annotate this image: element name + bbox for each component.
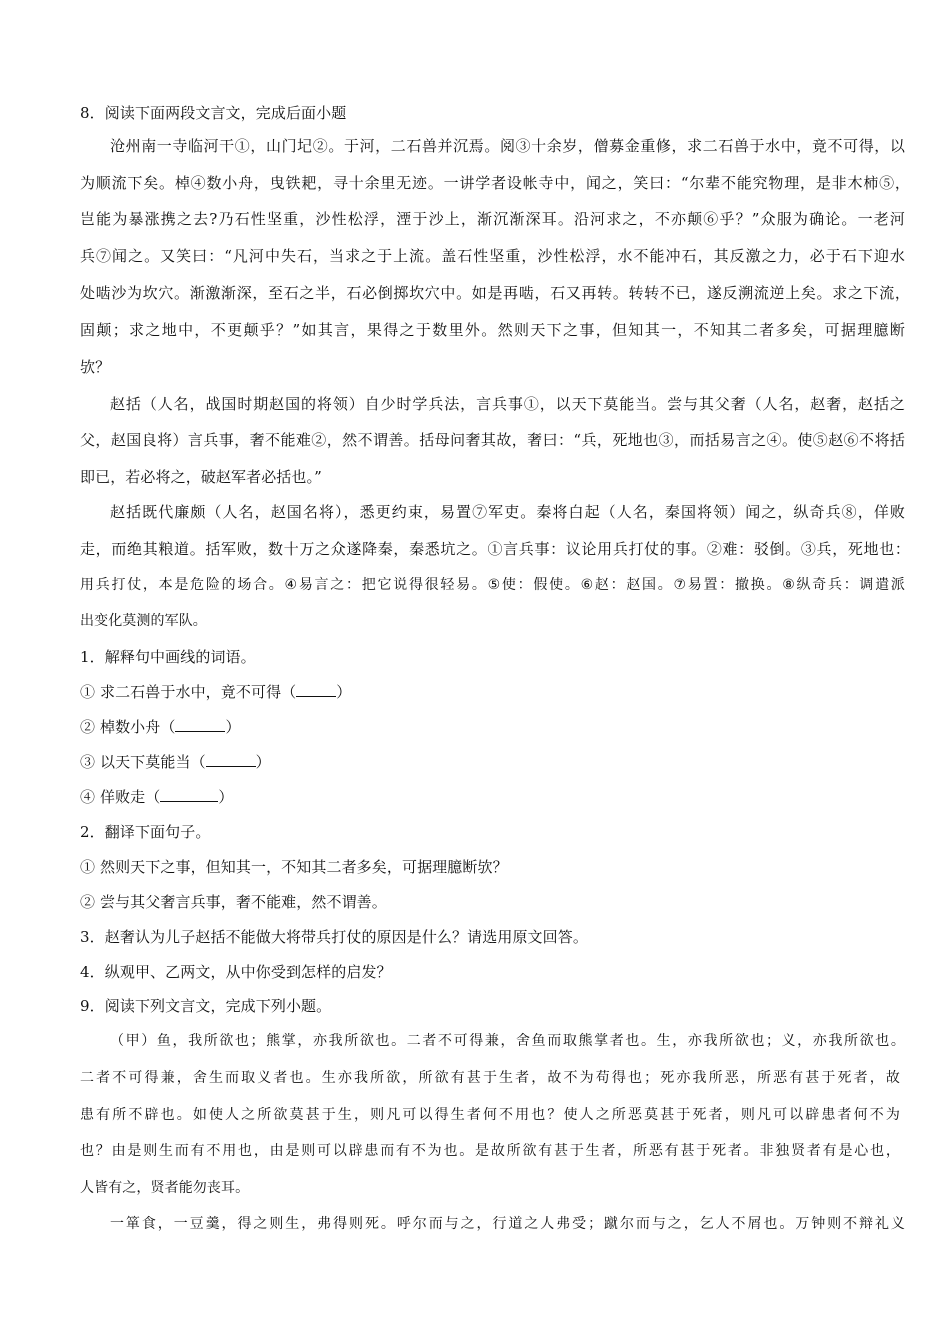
q9-passage2-line: 一箪食，一豆羹，得之则生，弗得则死。呼尔而与之，行道之人弗受；蹴尔而与之，乞人不屑也。万钟则不辩礼义 <box>110 1216 905 1232</box>
subquestion-1-item: ② 棹数小舟（ ） <box>80 718 241 736</box>
q8-passage1-line: 沧州南一寺临河干①，山门圮②。于河，二石兽并沉焉。阅③十余岁，僧募金重修，求二石兽于水中，竟不可得，以 <box>110 137 905 155</box>
q8-passage3-line: 用兵打仗，本是危险的场合。④易言之：把它说得很轻易。⑤使：假使。⑥赵：赵国。⑦易置：撤换。⑧纵奇兵：调遣派 <box>80 577 905 593</box>
question-9-title: 9．阅读下列文言文，完成下列小题。 <box>80 997 332 1015</box>
answer-blank[interactable] <box>175 717 225 732</box>
q8-passage2-line: 即已，若必将之，破赵军者必括也。” <box>80 468 322 486</box>
q9-passage1-line: 患有所不辟也。如使人之所欲莫甚于生，则凡可以得生者何不用也？使人之所恶莫甚于死者，则凡可以辟患者何不为 <box>80 1107 900 1123</box>
subquestion-2-title: 2．翻译下面句子。 <box>80 823 211 841</box>
q8-passage1-line: 为顺流下矣。棹④数小舟，曳铁耙，寻十余里无迹。一讲学者设帐寺中，闻之，笑曰：“尔辈不能究物理，是非木柿⑤， <box>80 174 910 192</box>
q9-passage1-line: 人皆有之，贤者能勿丧耳。 <box>80 1180 250 1196</box>
subquestion-4: 4．纵观甲、乙两文，从中你受到怎样的启发？ <box>80 963 392 981</box>
subquestion-1-item: ③ 以天下莫能当（ ） <box>80 753 271 771</box>
q9-passage1-line: 二者不可得兼，舍生而取义者也。生亦我所欲，所欲有甚于生者，故不为苟得也；死亦我所恶，所恶有甚于死者，故 <box>80 1070 900 1086</box>
q8-passage1-line: 欤？ <box>80 358 111 376</box>
subquestion-3: 3．赵奢认为儿子赵括不能做大将带兵打仗的原因是什么？请选用原文回答。 <box>80 928 588 946</box>
q8-passage2-line: 赵括（人名，战国时期赵国的将领）自少时学兵法，言兵事①，以天下莫能当。尝与其父奢（人名，赵奢，赵括之 <box>110 395 905 413</box>
subquestion-2-item: ② 尝与其父奢言兵事，奢不能难，然不谓善。 <box>80 893 387 911</box>
q8-passage3-line: 出变化莫测的军队。 <box>80 613 207 629</box>
q8-passage2-line: 父，赵国良将）言兵事，奢不能难②，然不谓善。括母问奢其故，奢曰：“兵，死地也③，而括易言之④。使⑤赵⑥不将括 <box>80 431 905 449</box>
question-8-title: 8．阅读下面两段文言文，完成后面小题 <box>80 104 347 122</box>
q8-passage3-line: 赵括既代廉颇（人名，赵国名将），悉更约束，易置⑦军吏。秦将白起（人名，秦国将领）闻之，纵奇兵⑧，佯败 <box>110 503 905 521</box>
q8-passage3-line: 走，而绝其粮道。括军败，数十万之众遂降秦，秦悉坑之。①言兵事：议论用兵打仗的事。②难：驳倒。③兵，死地也： <box>80 540 910 558</box>
q9-passage1-line: （甲）鱼，我所欲也；熊掌，亦我所欲也。二者不可得兼，舍鱼而取熊掌者也。生，亦我所欲也；义，亦我所欲也。 <box>110 1033 905 1049</box>
subquestion-1-title: 1．解释句中画线的词语。 <box>80 648 256 666</box>
q8-passage1-line: 处啮沙为坎穴。渐激渐深，至石之半，石必倒掷坎穴中。如是再啮，石又再转。转转不已，遂反溯流逆上矣。求之下流， <box>80 284 910 302</box>
subquestion-2-item: ① 然则天下之事，但知其一，不知其二者多矣，可据理臆断欤？ <box>80 858 508 876</box>
answer-blank[interactable] <box>296 682 336 697</box>
q9-passage1-line: 也？由是则生而有不用也，由是则可以辟患而有不为也。是故所欲有甚于生者，所恶有甚于死者。非独贤者有是心也， <box>80 1143 900 1159</box>
answer-blank[interactable] <box>206 752 256 767</box>
q8-passage1-line: 固颠；求之地中，不更颠乎？”如其言，果得之于数里外。然则天下之事，但知其一，不知其二者多矣，可据理臆断 <box>80 321 905 339</box>
q8-passage1-line: 岂能为暴涨携之去?乃石性坚重，沙性松浮，湮于沙上，渐沉渐深耳。沿河求之，不亦颠⑥乎？”众服为确论。一老河 <box>80 210 905 228</box>
subquestion-1-item: ④ 佯败走（ ） <box>80 788 234 806</box>
q8-passage1-line: 兵⑦闻之。又笑曰：“凡河中失石，当求之于上流。盖石性坚重，沙性松浮，水不能冲石，其反激之力，必于石下迎水 <box>80 247 905 265</box>
answer-blank[interactable] <box>160 787 218 802</box>
subquestion-1-item: ① 求二石兽于水中，竟不可得（ ） <box>80 683 352 701</box>
